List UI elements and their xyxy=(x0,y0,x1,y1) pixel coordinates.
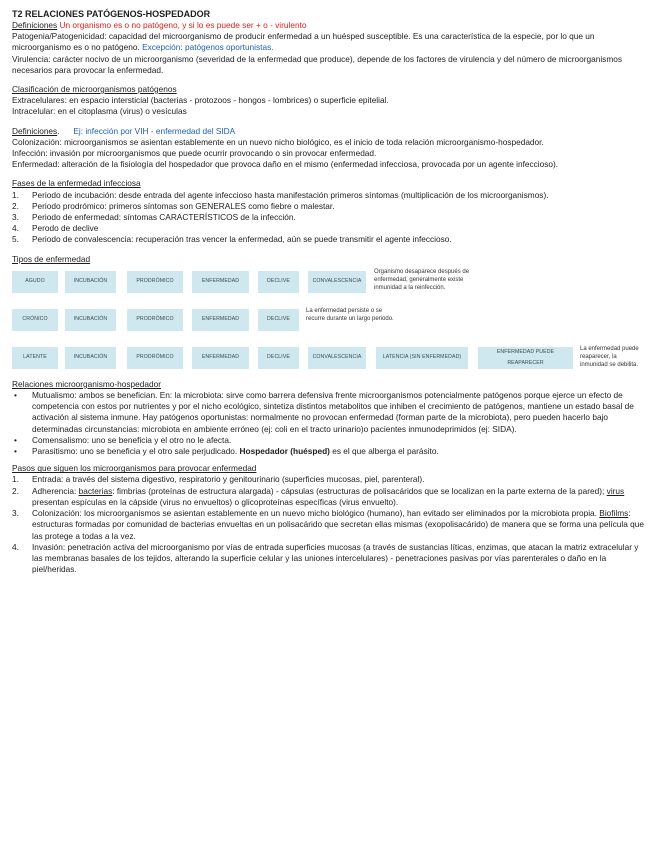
infeccion-paragraph: Infección: invasión por microorganismos que puede ocurrir provocando o sin provocar enfermedad. xyxy=(12,148,377,159)
box-agudo: AGUDO xyxy=(12,271,58,293)
definitions-line xyxy=(12,20,648,31)
steps-heading: Pasos que siguen los microorganismos para provocar enfermedad xyxy=(12,463,257,474)
box-reaparecer: ENFERMEDAD PUEDE REAPARECER xyxy=(478,347,573,369)
box-declive: DECLIVE xyxy=(258,309,299,331)
definitions-note: Un organismo es o no patógeno, y si lo es puede ser + o - virulento xyxy=(59,20,307,30)
definitions2-line: Definiciones. Ej: infección por VIH - enfermedad del SIDA xyxy=(12,125,236,136)
list-item: • Mutualismo: ambos se benefician. En: la microbiota: sirve como barrera defensiva frente microorganismos potencialmente patógenos porque ejerce un efecto de competencia con estos por nutrientes y por el nicho ecológico, sintetiza distintos metabolitos que inhiben el crecimiento de patógenos, mantiene un estado basal de activación al sistema inmune. Hay patógenos oportunistas: normalmente no provocan enfermedad (forman parte de la microbiota), pero pueden hacerlo bajo determinadas circunstancias: microbiota en ambiente erróneo (ej: coli en el tracto urinario)o pacientes inmunodeprimidos (ej: SIDA). xyxy=(12,390,648,435)
classification-heading: Clasificación de microorganismos patógenos xyxy=(12,84,177,95)
patogenia-paragraph xyxy=(12,31,648,53)
box-incubacion: INCUBACIÓN xyxy=(65,309,116,331)
patogenia-exception: Excepción: patógenos oportunistas. xyxy=(142,42,274,53)
list-item: 2. Periodo prodrómico: primeros síntomas son GENERALES como fiebre o malestar. xyxy=(12,200,335,211)
list-item: 3. Periodo de enfermedad: síntomas CARACTERÍSTICOS de la infección. xyxy=(12,212,296,223)
page-title: T2 RELACIONES PATÓGENOS-HOSPEDADOR xyxy=(12,9,211,19)
intracelular-text: Intracelular: en el citoplasma (virus) o vesículas xyxy=(12,106,187,117)
latente-note: La enfermedad puede reaparecer, la inmunidad se debilita. xyxy=(580,345,639,368)
list-item: 1. Periodo de incubación: desde entrada del agente infeccioso hasta manifestación primeros síntomas (multiplicación de los microorganismos). xyxy=(12,189,549,200)
box-prodromico: PRODRÓMICO xyxy=(127,347,183,369)
box-prodromico: PRODRÓMICO xyxy=(127,309,183,331)
definitions2-label: Definiciones xyxy=(12,125,58,136)
box-declive: DECLIVE xyxy=(258,347,299,369)
list-item: • Parasitismo: uno se beneficia y el otro sale perjudicado. Hospedador (huésped) es el que alberga el parásito. xyxy=(12,446,648,457)
definitions-label: Definiciones xyxy=(12,20,58,30)
list-item: 1. Entrada: a través del sistema digestivo, respiratorio y genitourinario (superficies mucosas, piel, parenteral). xyxy=(12,474,425,485)
box-enfermedad: ENFERMEDAD xyxy=(192,309,249,331)
box-latente: LATENTE xyxy=(12,347,58,369)
relations-list xyxy=(12,390,648,457)
box-enfermedad: ENFERMEDAD xyxy=(192,347,249,369)
list-item: 4. Invasión: penetración activa del microorganismo por vías de entrada superficies mucosas (a través de sustancias líticas, enzimas, que atacan la matriz extracelular y las membranas basales de los tejidos, alterando la superficie celular y las uniones intercelulares) - penetraciones pasivas por vías parenterales o daño en la piel/heridas. xyxy=(12,541,639,575)
box-declive: DECLIVE xyxy=(258,271,299,293)
box-prodromico: PRODRÓMICO xyxy=(127,271,183,293)
box-convalescencia: CONVALESCENCIA xyxy=(308,347,366,369)
colonizacion-paragraph: Colonización: microorganismos se asientan establemente en un nuevo nicho biológico, es el inicio de toda relación microorganismo-hospedador. xyxy=(12,136,544,147)
box-convalescencia: CONVALESCENCIA xyxy=(308,271,366,293)
types-heading: Tipos de enfermedad xyxy=(12,253,91,264)
hospedador-term: Hospedador (huésped) xyxy=(239,446,330,457)
phases-list xyxy=(12,190,648,246)
list-item: 4. Perodo de declive xyxy=(12,223,99,234)
agudo-note: Organismo desaparece después de enfermedad, generalmente existe inmunidad a la reinfección. xyxy=(374,268,470,291)
extracelulares-text: Extracelulares: en espacio intersticial (bacterias - protozoos - hongos - lombrices) o superficie epitelial. xyxy=(12,95,389,106)
list-item: • Comensalismo: uno se beneficia y el otro no le afecta. xyxy=(12,435,648,446)
virulencia-paragraph: Virulencia: carácter nocivo de un microorganismo (severidad de la enfermedad que produce), depende de los factores de virulencia y del número de microorganismos necesarios para provocar la enfermedad. xyxy=(12,53,622,75)
steps-list xyxy=(12,474,648,575)
disease-types-diagram xyxy=(12,267,648,379)
box-latencia: LATENCIA (SIN ENFERMEDAD) xyxy=(376,347,468,369)
list-item: 3. Colonización: los microorganismos se asientan establemente en un nuevo micho biológico (humano), han evitado ser eliminados por la microbiota propia. Biofilms: estructuras formadas por comunidad de bacterias envueltas en un polisacárido que secretan ellas mismas (exopolisacárido) de manera que se forma una película que las protege a todas a la vez. xyxy=(12,508,645,541)
definitions2-example: Ej: infección por VIH - enfermedad del SIDA xyxy=(73,125,236,136)
box-incubacion: INCUBACIÓN xyxy=(65,271,116,293)
box-enfermedad: ENFERMEDAD xyxy=(192,271,249,293)
box-incubacion: INCUBACIÓN xyxy=(65,347,116,369)
relations-heading: Relaciones microorganismo-hospedador xyxy=(12,378,161,389)
cronico-note: La enfermedad persiste o se recurre durante un largo periodo. xyxy=(306,307,394,322)
enfermedad-paragraph: Enfermedad: alteración de la fisiología del hospedador que provoca daño en el mismo (enfermedad infecciosa, provocada por un agente infeccioso). xyxy=(12,159,559,170)
patogenia-text: Patogenia/Patogenicidad: capacidad del microorganismo de producir enfermedad a un huésped susceptible. Es una característica de la especie, por lo que un microorganismo es o no patógeno. xyxy=(12,31,595,53)
phases-heading: Fases de la enfermedad infecciosa xyxy=(12,178,141,189)
list-item: 5. Periodo de convalescencia: recuperación tras vencer la enfermedad, aún se puede transmitir el agente infeccioso. xyxy=(12,234,452,245)
box-cronico: CRÓNICO xyxy=(12,309,58,331)
list-item: 2. Adherencia: bacterias: fimbrias (proteínas de estructura alargada) - cápsulas (estructuras de polisacáridos que se localizan en la parte externa de la pared); virus presentan espículas en la cápside (virus no envueltos) o glicoproteínas específicas (virus envuelto). xyxy=(12,485,625,507)
